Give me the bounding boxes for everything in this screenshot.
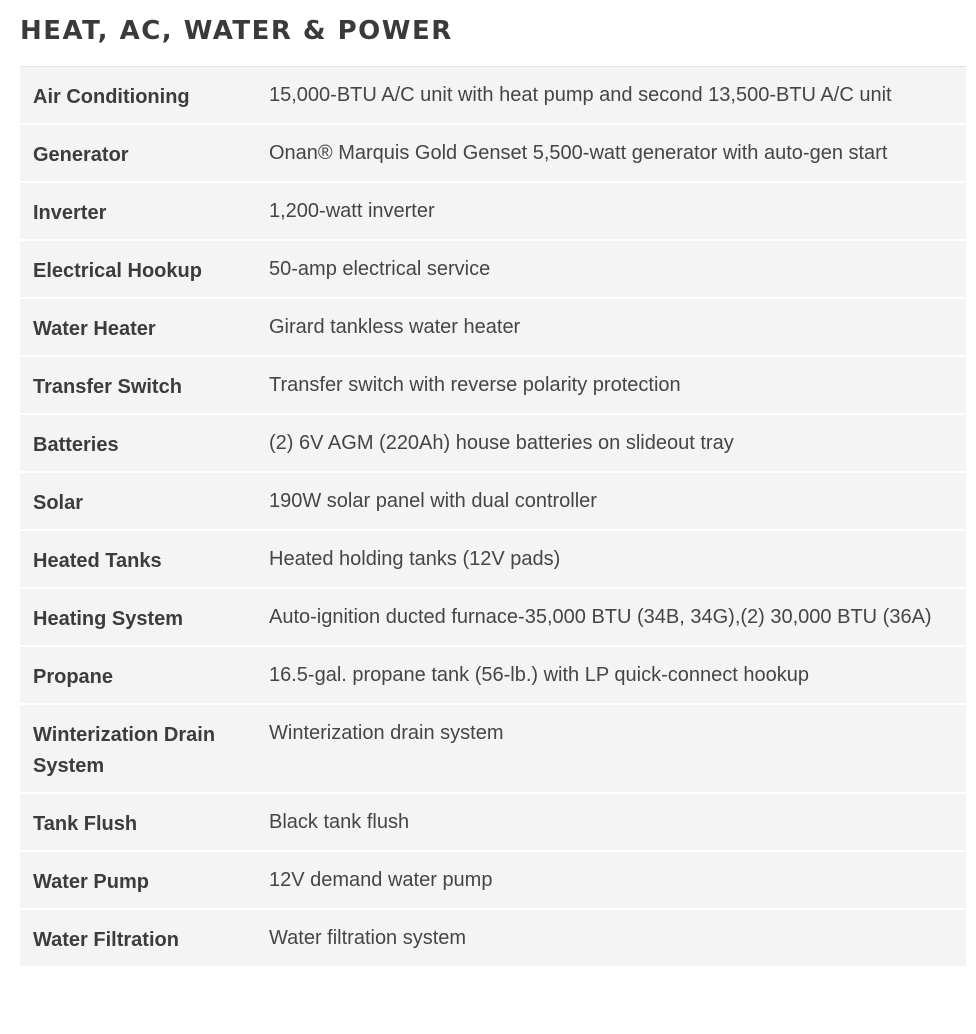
spec-row-tank-flush bbox=[20, 793, 966, 851]
spec-label: Tank Flush bbox=[33, 813, 138, 835]
spec-value: 15,000-BTU A/C unit with heat pump and second 13,500-BTU A/C unit bbox=[269, 84, 892, 106]
spec-label: Transfer Switch bbox=[33, 376, 182, 398]
spec-row-winterization-drain-system bbox=[20, 704, 966, 793]
spec-label: Solar bbox=[33, 492, 84, 514]
spec-value: 16.5-gal. propane tank (56-lb.) with LP quick-connect hookup bbox=[269, 664, 809, 686]
spec-row-water-heater bbox=[20, 298, 966, 356]
spec-value: Onan® Marquis Gold Genset 5,500-watt generator with auto-gen start bbox=[269, 142, 888, 164]
spec-label: Water Filtration bbox=[33, 929, 179, 951]
spec-label: Electrical Hookup bbox=[33, 260, 202, 282]
spec-value: (2) 6V AGM (220Ah) house batteries on slideout tray bbox=[269, 432, 734, 454]
spec-label: Propane bbox=[33, 666, 114, 688]
spec-row-air-conditioning bbox=[20, 67, 966, 125]
spec-value: Auto-ignition ducted furnace-35,000 BTU (34B, 34G),(2) 30,000 BTU (36A) bbox=[269, 606, 932, 628]
spec-label: Winterization Drain System bbox=[33, 724, 216, 777]
spec-label: Inverter bbox=[33, 202, 107, 224]
spec-value: Water filtration system bbox=[269, 927, 467, 949]
spec-value: Heated holding tanks (12V pads) bbox=[269, 548, 561, 570]
spec-label: Heated Tanks bbox=[33, 550, 162, 572]
spec-row-electrical-hookup bbox=[20, 240, 966, 298]
spec-value: Girard tankless water heater bbox=[269, 316, 521, 338]
spec-value: 190W solar panel with dual controller bbox=[269, 490, 597, 512]
spec-label: Generator bbox=[33, 144, 129, 166]
spec-row-heated-tanks bbox=[20, 530, 966, 588]
spec-label: Heating System bbox=[33, 608, 184, 630]
spec-row-generator bbox=[20, 124, 966, 182]
spec-row-inverter bbox=[20, 182, 966, 240]
spec-value: Black tank flush bbox=[269, 811, 410, 833]
spec-label: Water Heater bbox=[33, 318, 156, 340]
spec-table bbox=[20, 66, 966, 968]
spec-row-batteries bbox=[20, 414, 966, 472]
spec-value: Transfer switch with reverse polarity protection bbox=[269, 374, 681, 396]
spec-row-transfer-switch bbox=[20, 356, 966, 414]
spec-value: 12V demand water pump bbox=[269, 869, 493, 891]
spec-label: Water Pump bbox=[33, 871, 149, 893]
section-title: HEAT, AC, WATER & POWER bbox=[20, 16, 453, 46]
spec-row-propane bbox=[20, 646, 966, 704]
spec-value: 50-amp electrical service bbox=[269, 258, 491, 280]
spec-row-water-filtration bbox=[20, 909, 966, 967]
spec-row-water-pump bbox=[20, 851, 966, 909]
spec-label: Air Conditioning bbox=[33, 86, 190, 108]
spec-row-heating-system bbox=[20, 588, 966, 646]
spec-value: Winterization drain system bbox=[269, 722, 504, 744]
spec-label: Batteries bbox=[33, 434, 119, 456]
spec-value: 1,200-watt inverter bbox=[269, 200, 435, 222]
spec-row-solar bbox=[20, 472, 966, 530]
